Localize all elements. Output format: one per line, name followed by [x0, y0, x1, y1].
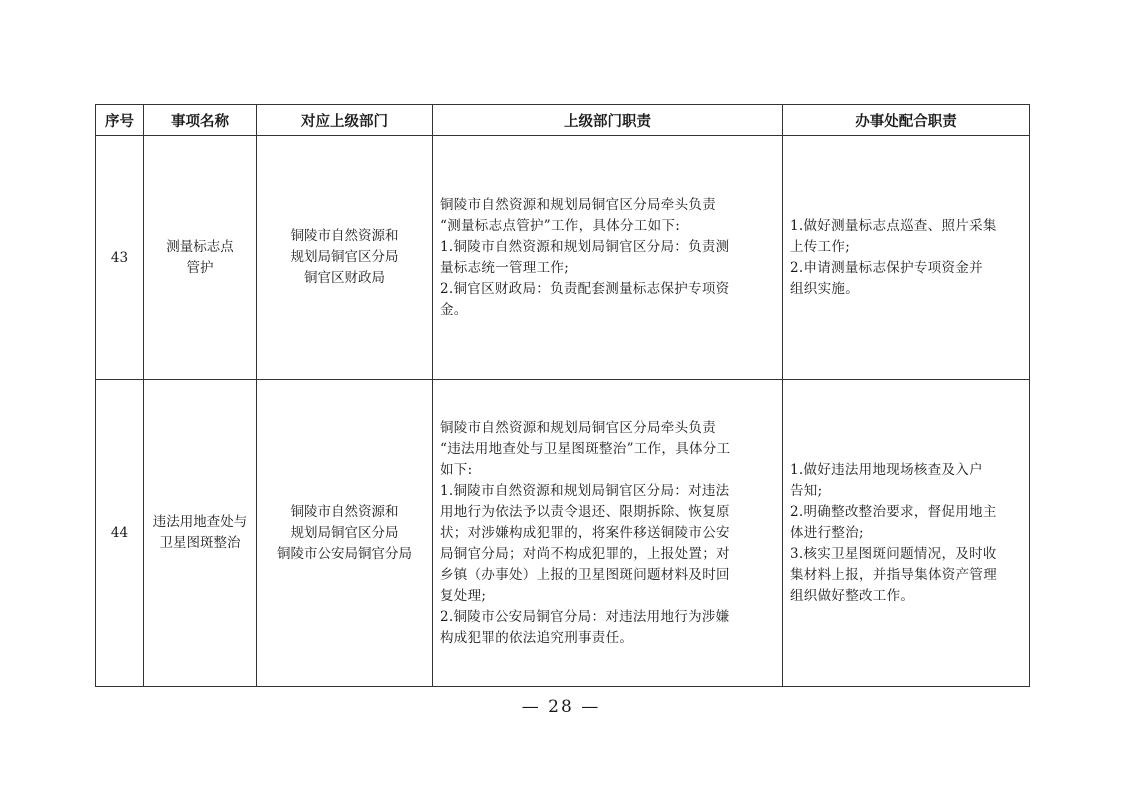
duty-line: 组织做好整改工作。: [790, 587, 915, 604]
table-row: [96, 136, 1030, 380]
department-line: 规划局铜官区分局: [290, 524, 399, 541]
header-superior-duties: 上级部门职责: [433, 105, 783, 136]
duty-line: “违法用地查处与卫星图斑整治”工作，具体分工: [440, 440, 731, 457]
duty-line: 2.铜陵市公安局铜官分局：对违法用地行为涉嫌: [440, 608, 730, 625]
superior-duties-cell: [433, 136, 783, 380]
responsibility-table: [95, 104, 1030, 687]
header-serial-number: 序号: [96, 105, 144, 136]
department-line: 规划局铜官区分局: [290, 249, 399, 265]
item-name-line: 测量标志点: [166, 238, 234, 255]
row-number: 43: [96, 136, 144, 380]
duty-line: 1.铜陵市自然资源和规划局铜官区分局：对违法: [440, 482, 730, 499]
duty-line: 量标志统一管理工作;: [440, 259, 570, 276]
item-name-line: 管护: [186, 259, 214, 276]
duty-line: 上传工作;: [790, 238, 851, 255]
duty-line: 状；对涉嫌构成犯罪的，将案件移送铜陵市公安: [440, 524, 730, 541]
duty-line: 铜陵市自然资源和规划局铜官区分局牵头负责: [440, 419, 716, 436]
duty-line: “测量标志点管护”工作，具体分工如下:: [440, 217, 681, 234]
duty-line: 1.做好测量标志点巡查、照片采集: [790, 217, 997, 234]
duty-line: 2.申请测量标志保护专项资金并: [790, 259, 983, 276]
item-name-line: 违法用地查处与: [152, 514, 248, 530]
duty-line: 如下:: [440, 461, 473, 478]
duty-line: 构成犯罪的依法追究刑事责任。: [440, 629, 634, 646]
header-superior-department: 对应上级部门: [257, 105, 433, 136]
header-item-name: 事项名称: [144, 105, 257, 136]
department-line: 铜陵市自然资源和: [290, 503, 399, 520]
duty-line: 告知;: [790, 482, 823, 499]
duty-line: 组织实施。: [790, 280, 859, 297]
duty-line: 1.铜陵市自然资源和规划局铜官区分局：负责测: [440, 238, 730, 255]
row-number: 44: [96, 380, 144, 687]
duty-line: 金。: [440, 301, 468, 318]
department-line: 铜陵市公安局铜官分局: [277, 545, 412, 562]
item-name-line: 卫星图斑整治: [159, 535, 241, 551]
duty-line: 2.铜官区财政局：负责配套测量标志保护专项资: [440, 280, 730, 297]
header-office-duties: 办事处配合职责: [783, 105, 1030, 136]
superior-duties-cell: [433, 380, 783, 687]
duty-line: 用地行为依法予以责令退还、限期拆除、恢复原: [440, 503, 730, 520]
header-row: [96, 105, 1030, 136]
office-duties-cell: [783, 136, 1030, 380]
duty-line: 复处理;: [440, 587, 487, 604]
duty-line: 体进行整治;: [790, 524, 864, 541]
duty-line: 1.做好违法用地现场核查及入户: [790, 461, 983, 478]
department-line: 铜陵市自然资源和: [290, 228, 399, 244]
duty-line: 2.明确整改整治要求，督促用地主: [790, 503, 997, 520]
duty-line: 集材料上报，并指导集体资产管理: [790, 566, 997, 583]
table-row: [96, 380, 1030, 687]
duty-line: 铜陵市自然资源和规划局铜官区分局牵头负责: [440, 196, 716, 213]
duty-line: 乡镇（办事处）上报的卫星图斑问题材料及时回: [440, 566, 730, 583]
departments-cell: [257, 380, 433, 687]
duty-line: 局铜官分局；对尚不构成犯罪的，上报处置；对: [440, 545, 730, 562]
duty-line: 3.核实卫星图斑问题情况，及时收: [790, 545, 997, 562]
item-name-cell: [144, 380, 257, 687]
page-number: — 28 —: [521, 697, 601, 717]
office-duties-cell: [783, 380, 1030, 687]
item-name-cell: [144, 136, 257, 380]
departments-cell: [257, 136, 433, 380]
department-line: 铜官区财政局: [304, 270, 385, 286]
